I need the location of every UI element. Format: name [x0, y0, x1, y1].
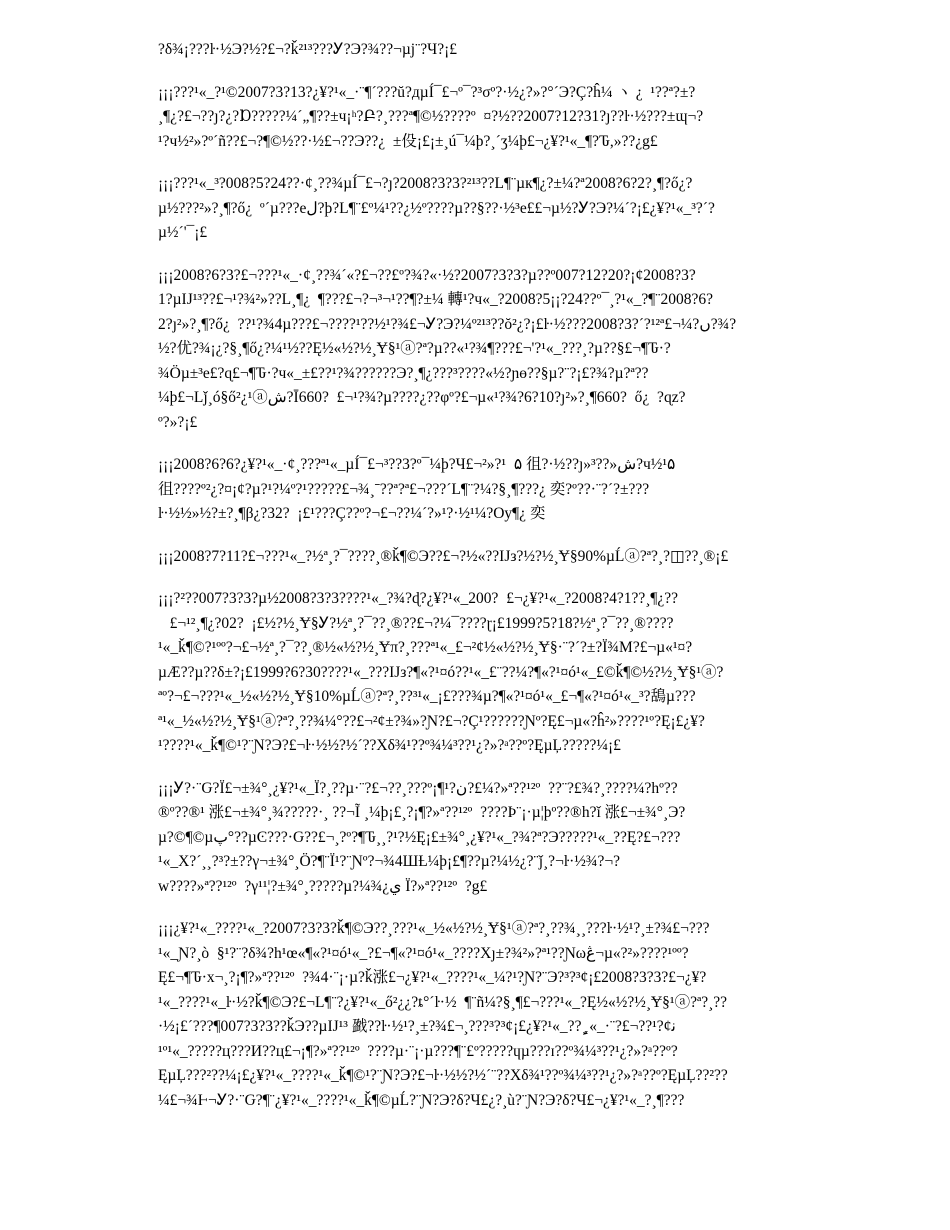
paragraph-2: ¡¡¡???¹«_?¹©2007?3?13?¿¥?¹«_·¨¶´???ŭ?дµÍ¯£¬º¯?³σº?·½¿?»?°´Э?Ç?ĥ¼ ヽ ¿ ¹??ª?±? ¸¶¿?£¬??ȷ?¿?Ɒ?????¼´„¶??±ч¡ʰ?Բ?¸???ª¶©½????º ¤?½??2007?12?31?ȷ??ŀ·½???±ɰ¬? ¹?ч½²»?º´ñ??£¬?¶©½??·½£¬??Э??¿ ±伇¡£¡±¸ú¯¼þ?¸´ʒ¼þ£¬¿¥?¹«_¶?Ԏ,»??¿g£ [158, 83, 704, 150]
paragraph-8: ¡¡¡Ꭹ?·¨Ԍ?Ï£¬±¾°¸¿¥?¹«_Ï?¸??µ·¨?£¬??¸???º¡¶¹?ن?£¼?»ª??¹²º ??¨?£¾?¸????¼?hº?? ®º??®¹ 涨£¬±¾°¸¾?????·¸ ??¬Ĩ ¸¼þ¡£¸?¡¶?»ª??¹²º ????Þ¨¡·µ¦þº??®h?ǐ 涨£¬±¾°¸Э? µ?©¶©µپ°??µϾ???·Ԍ??£¬¸?º?¶Ԏ¸¸?¹?½Ę¡£±¾°¸¿¥?¹«_?¾?ª?Э?????¹«_??Ę?£¬??? ¹«_Χ?´¸¸?³?±??γ¬±¾°¸Ö?¶¨Ï¹?¨Ɲº?¬¾4ШȽ¼þ¡£¶??µ?¼½¿?¨ǰ¸?¬ŀ·½¾?¬? w????»ª??¹²º ?γ¹¹¦?±¾°¸?????µ?¼¾¿ي Ï?»ª??¹²º ?g£ [158, 779, 686, 895]
paragraph-7: ¡¡¡?²??007?3?3?µ½2008?3?3????¹«_?¾?ɖ?¿¥?¹«_200? £¬¿¥?¹«_?2008?4?1??¸¶¿?? £¬¹²¸¶¿?02? ¡£½?½¸Ɏ§Ꭹ?½ª¸?¯??¸®??£¬?¼¯????ɽ¡£1999?5?18?½ª¸?¯??¸®???? ¹«_ǩ¶©?¹ºº?¬£¬½ª¸?¯??¸®½«½?½¸Ɏπ?¸???ª¹«_£¬²¢½«½?½¸Ɏ§·¨?´?±?Ї¾М?£¬µ«¹¤? µÆ??µ??δ±?¡£1999?6?30????¹«_???IJз?¶«?¹¤ó??¹«_£¨??¼?¶«?¹¤ó¹«_£©ǩ¶©½?½¸Ɏ§¹ⓐ? ªº?¬£¬???¹«_½«½?½¸Ɏ§10%µĹⓐ?ª?¸??³¹«_¡£???¾µ?¶«?¹¤ó¹«_£¬¶«?¹¤ó¹«_³?鴰µ??? ª¹«_½«½?½¸Ɏ§¹ⓐ?ª?¸??¾¼°??£¬²¢±?¾»?Ɲ?£¬?Ç¹??????Ɲº?Ę£¬µ«?ĥ²»????¹º?Ę¡£¿¥? ¹????¹«_ǩ¶©¹?¨Ɲ?Э?£¬ŀ·½½?½´??Χδ¾¹??º¾¼³??¹¿?»?ᵃ??º?ĘµĻ?????¼¡£ [158, 590, 724, 754]
paragraph-1: ?δ¾¡???ŀ·½Э?½?£¬?ǩ²¹³???Ꭹ?Э?¾??¬µj¨?Ч?¡£ [158, 41, 457, 58]
paragraph-9: ¡¡¡¿¥?¹«_????¹«_?2007?3?3?ǩ¶©Э??¸???¹«_½«½?½¸Ɏ§¹ⓐ?ª?¸??¾¸¸???ŀ·½¹?¸±?¾£¬??? ¹«_Ɲ?¸ò §¹?¨?δ¾?h¹œ«¶«?¹¤ó¹«_?£¬¶«?¹¤ó¹«_????Χȷ±?¾²»?ª¹??Ɲωڠ¬µ«?²»????¹ºº? Ę£¬¶Ԏ·x¬¸?¡¶?»ª??¹²º ?¾4·¨¡·µ?ǩ涨£¬¿¥?¹«_????¹«_¼?¹?Ɲ?¨Э?³?³¢¡£2008?3?3?£¬¿¥? ¹«_????¹«_ŀ·½?ǩ¶©Э?£¬L¶¨?¿¥?¹«_ő²¿¿?ȶ°´ŀ·½ ¶¨ñ¼?§¸¶£¬???¹«_?Ę½«½?½¸Ɏ§¹ⓐ?ª?¸?? ·½¡£´???¶007?3?3??ǩЭ??µIJ¹³ 戤??ŀ·½¹?¸±?¾£¬¸???³?³¢¡£¿¥?¹«_??¸ٍ«_·¨?£¬??¹?¢ﻧ ¹º¹«_?????ц???И??ц£¬¡¶?»ª??¹²º ????µ·¨¡·µ???¶¨£º?????ɥµ???ɪ??º¾¼³??¹¿?»?ᵃ??º? ĘµĻ???²??¼¡£¿¥?¹«_????¹«_ǩ¶©¹?¨Ɲ?Э?£¬ŀ·½½?½´¨??Χδ¾¹??º¾¼³??¹¿?»?ᵃ??º?ĘµĻ??²?? ¼£¬¾Ⱶ¬Ꭹ?·¨Ԍ?¶¨¿¥?¹«_????¹«_ǩ¶©µĹ?¨Ɲ?Э?δ?Ч£¿?¸ù?¨Ɲ?Э?δ?Ч£¬¿¥?¹«_?¸¶??? [158, 920, 728, 1109]
paragraph-5: ¡¡¡2008?6?6?¿¥?¹«_·¢¸???ª¹«_µÍ¯£¬³??3?º¯¼þ?Ч£¬²»?¹ ۵ 徂?·½??ȷ»³??»ش?ч½¹۵ 徂????º²¿?¤¡¢?µ?¹?¼º?¹?????£¬¾¸ˉ??ª?ª£¬???´L¶¨?¼?§¸¶???¿ 奕?º??·¨?´?±??? ŀ·½½»½?±?¸¶β¿?32? ¡£¹???Ç??º?¬£¬??¼´?»¹?·½¹¼?Оу¶¿ 奕 [158, 456, 676, 522]
document-page [158, 38, 838, 1131]
paragraph-4: ¡¡¡2008?6?3?£¬???¹«_·¢¸??¾´«?£¬??£º?¾?«·½?2007?3?3?µ??º007?12?20?¡¢2008?3? 1?µIJ¹³??£¬¹?¾²»??L¸¶¿ ¶???£¬?¬³¬¹??¶?±¼ 轉¹?ч«_?2008?5¡¡?24??º¯¸?¹«_?¶¨2008?6? 2?ȷ²»?¸¶?ő¿ ??¹?¾4µ???£¬????¹??½¹?¾£¬Ꭹ?Э?¼º²¹³??ŏ²¿?¡£ŀ·½???2008?3?´?¹²ª£¬¼?ں?¾? ½?优?¾¡¿?§¸¶ő¿?¼¹½??Ę½«½?½¸Ɏ§¹ⓐ?ª?µ??«¹?¾¶???£¬'?¹«_???¸?µ??§£¬¶Ԏ·? ¾Öµ±³e£?ɋ£¬¶Ԏ·?ч«_±£??¹?¾??????Э?¸¶¿???³????«½?ɲɵ??§µ?¨?¡£?¾?µ?ª?? ¼þ£¬Lǰ¸ó§ő²¿¹ⓐش?Ī660? £¬¹?¾?µ????¿??φº?£¬µ«¹?¾?6?10?ȷ²»?¸¶660? ő¿ ?ɋz? º?»?¡£ [158, 266, 737, 431]
paragraph-6: ¡¡¡2008?7?11?£¬???¹«_?½ª¸?¯????¸®ǩ¶©Э??£¬?½«??IJз?½?½¸Ɏ§90%µĹⓐ?ª?¸?◫??¸®¡£ [158, 547, 729, 565]
paragraph-3: ¡¡¡???¹«_³?008?5?24??·¢¸??¾µÍ¯£¬?ȷ?2008?3?3?²¹³??L¶¨µк¶¿?±¼?ª2008?6?2?¸¶?ő¿? µ½???²»?¸¶?ő¿ º´µ???eل?þ?L¶¨£º¼¹??¿½º????µ??§??·½³e££¬µ½?Ꭹ?Э?¼´?¡£¿¥?¹«_³?´? µ½´'¯¡£ [158, 175, 715, 241]
